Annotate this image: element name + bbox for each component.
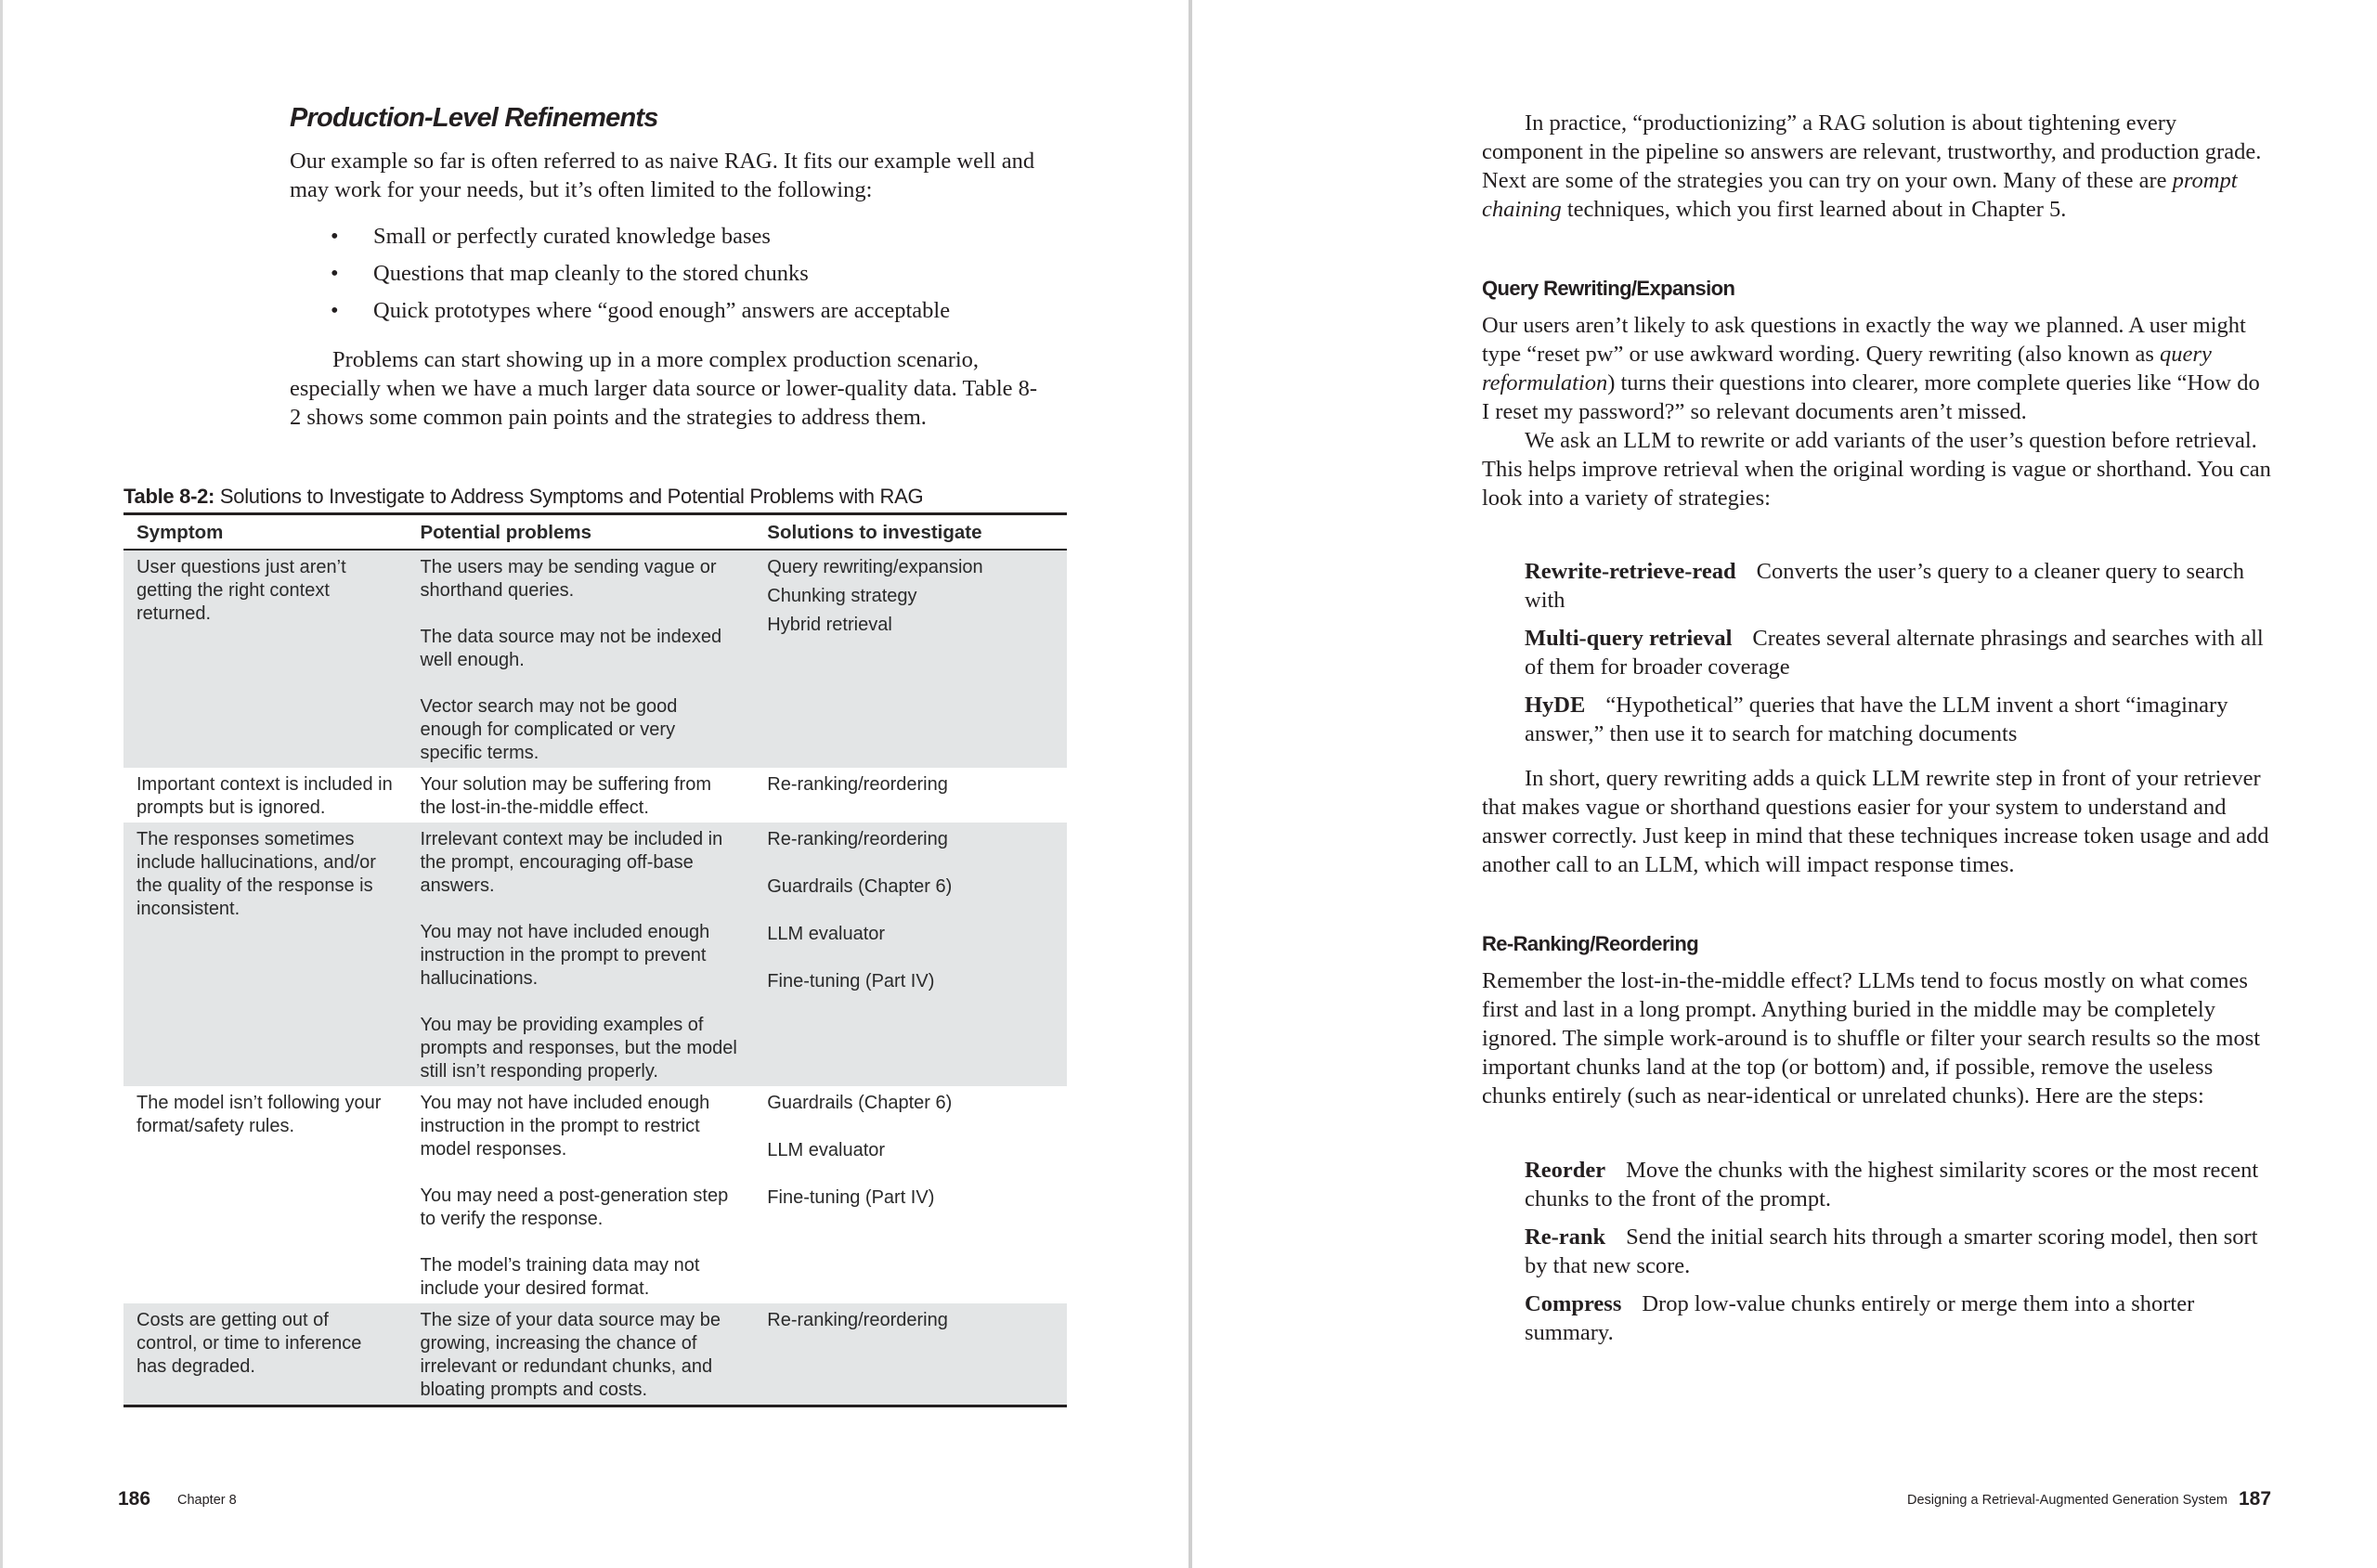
column-header: Solutions to investigate	[754, 514, 1067, 551]
intro-text: Our example so far is often referred to as naive RAG. It fits our example well and may work for your needs, but it’s often limited to the following:	[290, 149, 1035, 202]
limitations-list	[290, 218, 1044, 330]
cell-text: The size of your data source may be growing, increasing the chance of irrelevant or redundant chunks, and bloating prompts and costs.	[420, 1310, 721, 1400]
summary-paragraph	[1482, 764, 2271, 879]
problems-text: Problems can start showing up in a more complex production scenario, especially when we have a much larger data source or lower-quality data. Table 8-2 shows some common pain points and the strategies to address them.	[290, 347, 1038, 430]
cell-text: Important context is included in prompts but is ignored.	[136, 774, 393, 818]
cell-text: Fine-tuning (Part IV)	[767, 971, 935, 991]
cell-text: You may need a post-generation step to verify the response.	[420, 1186, 729, 1229]
column-header: Potential problems	[407, 514, 754, 551]
cell-text: Guardrails (Chapter 6)	[767, 1093, 953, 1113]
cell-text: Re-ranking/reordering	[767, 829, 948, 849]
problems-cell	[407, 1086, 754, 1303]
solutions-cell	[754, 1086, 1067, 1303]
intro-text	[1482, 109, 2271, 224]
table-row	[123, 1303, 1067, 1406]
reranking-steps-list	[1525, 1156, 2271, 1356]
paragraph: Remember the lost-in-the-middle effect? LLMs tend to focus mostly on what comes first and last in a long prompt. Anything buried in the middle may be completely ignored. The simple work-around is to shuffle or filter your search results so the most important chunks land at the top (or bottom) and, if possible, remove the useless chunks entirely (such as near-identical or unrelated chunks). Here are the steps:	[1482, 968, 2261, 1108]
intro-paragraph	[290, 147, 1044, 204]
reranking-paragraph	[1482, 966, 2271, 1110]
left-page	[0, 0, 1188, 1568]
cell-text: Vector search may not be good enough for complicated or very specific terms.	[420, 696, 678, 763]
definition-desc: Move the chunks with the highest similarity scores or the most recent chunks to the front of the prompt.	[1525, 1158, 2259, 1212]
table-row	[123, 1086, 1067, 1303]
cell-text: Costs are getting out of control, or time to inference has degraded.	[136, 1310, 362, 1377]
symptom-cell	[123, 823, 407, 1086]
right-page	[1192, 0, 2377, 1568]
table-row	[123, 768, 1067, 823]
text-run: In practice, “productionizing” a RAG solution is about tightening every component in the pipeline so answers are relevant, trustworthy, and production grade. Next are some of the strategies you can try on your own. Many of these are	[1482, 110, 2262, 193]
definition-item	[1525, 1223, 2271, 1280]
cell-text: The model’s training data may not include your desired format.	[420, 1255, 700, 1299]
cell-text: The users may be sending vague or shorthand queries.	[420, 557, 717, 601]
definition-term: Re-rank	[1525, 1225, 1606, 1250]
cell-text: You may not have included enough instruction in the prompt to restrict model responses.	[420, 1093, 710, 1160]
running-head: Designing a Retrieval-Augmented Generation System	[1907, 1493, 2228, 1508]
solutions-cell	[754, 823, 1067, 1086]
definition-item	[1525, 1156, 2271, 1213]
cell-text: Your solution may be suffering from the lost-in-the-middle effect.	[420, 774, 711, 818]
cell-text: User questions just aren’t getting the right context returned.	[136, 557, 346, 624]
emphasis-text: query reformulation	[1482, 342, 2212, 395]
solutions-cell	[754, 1303, 1067, 1406]
paragraph: We ask an LLM to rewrite or add variants of the user’s question before retrieval. This helps improve retrieval when the original wording is vague or shorthand. You can look into a variety of strategies:	[1482, 428, 2271, 511]
table-caption	[123, 485, 923, 509]
definition-item	[1525, 691, 2271, 748]
paragraph	[1482, 311, 2271, 426]
problems-paragraph	[290, 345, 1044, 432]
cell-text: Fine-tuning (Part IV)	[767, 1187, 935, 1208]
text-run: techniques, which you first learned about in Chapter 5.	[1561, 197, 2067, 222]
problems-cell	[407, 1303, 754, 1406]
page-number: 187	[2239, 1488, 2272, 1510]
symptoms-table	[123, 512, 1067, 1407]
paragraph: In short, query rewriting adds a quick LLM rewrite step in front of your retriever that makes vague or shorthand questions easier for your system to understand and answer correctly. Just keep in mind that these techniques increase token usage and add another call to an LLM, which will impact response times.	[1482, 766, 2269, 877]
cell-text: The model isn’t following your format/safety rules.	[136, 1093, 382, 1136]
table-row	[123, 823, 1067, 1086]
problems-cell	[407, 550, 754, 768]
intro-paragraph	[1482, 109, 2271, 224]
problems-cell	[407, 768, 754, 823]
cell-text: Chunking strategy	[767, 586, 917, 606]
cell-text: LLM evaluator	[767, 1140, 886, 1160]
rewriting-strategies-list	[1525, 557, 2271, 758]
emphasis-text: prompt chaining	[1482, 168, 2238, 222]
definition-desc: Drop low-value chunks entirely or merge them into a shorter summary.	[1525, 1291, 2195, 1345]
list-item: • Small or perfectly curated knowledge bases	[290, 218, 1044, 255]
symptom-cell	[123, 1303, 407, 1406]
running-head: Chapter 8	[177, 1493, 237, 1508]
page-number: 186	[118, 1488, 151, 1510]
problems-cell	[407, 823, 754, 1086]
column-header: Symptom	[123, 514, 407, 551]
cell-text: Irrelevant context may be included in the prompt, encouraging off-base answers.	[420, 829, 723, 896]
definition-term: Compress	[1525, 1291, 1622, 1316]
definition-desc: Creates several alternate phrasings and searches with all of them for broader coverage	[1525, 626, 2264, 680]
table-row	[123, 550, 1067, 768]
list-item: • Questions that map cleanly to the stored chunks	[290, 255, 1044, 292]
definition-desc: Send the initial search hits through a smarter scoring model, then sort by that new score.	[1525, 1225, 2258, 1278]
cell-text: You may not have included enough instruction in the prompt to prevent hallucinations.	[420, 922, 710, 989]
cell-text: Query rewriting/expansion	[767, 557, 983, 577]
symptom-cell	[123, 1086, 407, 1303]
cell-text: Re-ranking/reordering	[767, 774, 948, 795]
definition-desc: “Hypothetical” queries that have the LLM invent a short “imaginary answer,” then use it to search for matching documents	[1525, 693, 2228, 746]
cell-text: Guardrails (Chapter 6)	[767, 876, 953, 897]
solutions-cell	[754, 550, 1067, 768]
cell-text: You may be providing examples of prompts and responses, but the model still isn’t responding properly.	[420, 1015, 737, 1082]
symptom-cell	[123, 550, 407, 768]
cell-text: Hybrid retrieval	[767, 615, 892, 635]
definition-term: Reorder	[1525, 1158, 1606, 1183]
list-item: • Quick prototypes where “good enough” answers are acceptable	[290, 292, 1044, 330]
table-header-row	[123, 514, 1067, 551]
definition-term: HyDE	[1525, 693, 1586, 718]
text-run: Our users aren’t likely to ask questions in exactly the way we planned. A user might type “reset pw” or use awkward wording. Query rewriting (also known as	[1482, 313, 2246, 367]
definition-term: Multi-query retrieval	[1525, 626, 1733, 651]
subheading-query-rewriting: Query Rewriting/Expansion	[1482, 277, 1735, 300]
text-run: ) turns their questions into clearer, more complete queries like “How do I reset my password?” so relevant documents aren’t missed.	[1482, 370, 2260, 424]
solutions-cell	[754, 768, 1067, 823]
section-heading: Production-Level Refinements	[290, 103, 658, 133]
cell-text: Re-ranking/reordering	[767, 1310, 948, 1330]
table-caption-label: Table 8-2:	[123, 485, 215, 508]
definition-item	[1525, 1289, 2271, 1347]
cell-text: The responses sometimes include hallucinations, and/or the quality of the response is inconsistent.	[136, 829, 376, 919]
query-rewriting-section	[1482, 311, 2271, 512]
table-caption-text: Solutions to Investigate to Address Symptoms and Potential Problems with RAG	[214, 485, 924, 508]
definition-item	[1525, 557, 2271, 615]
symptom-cell	[123, 768, 407, 823]
definition-item	[1525, 624, 2271, 681]
cell-text: The data source may not be indexed well enough.	[420, 627, 722, 670]
subheading-reranking: Re-Ranking/Reordering	[1482, 932, 1699, 955]
definition-desc: Converts the user’s query to a cleaner query to search with	[1525, 559, 2245, 613]
definition-term: Rewrite-retrieve-read	[1525, 559, 1736, 584]
cell-text: LLM evaluator	[767, 924, 886, 944]
